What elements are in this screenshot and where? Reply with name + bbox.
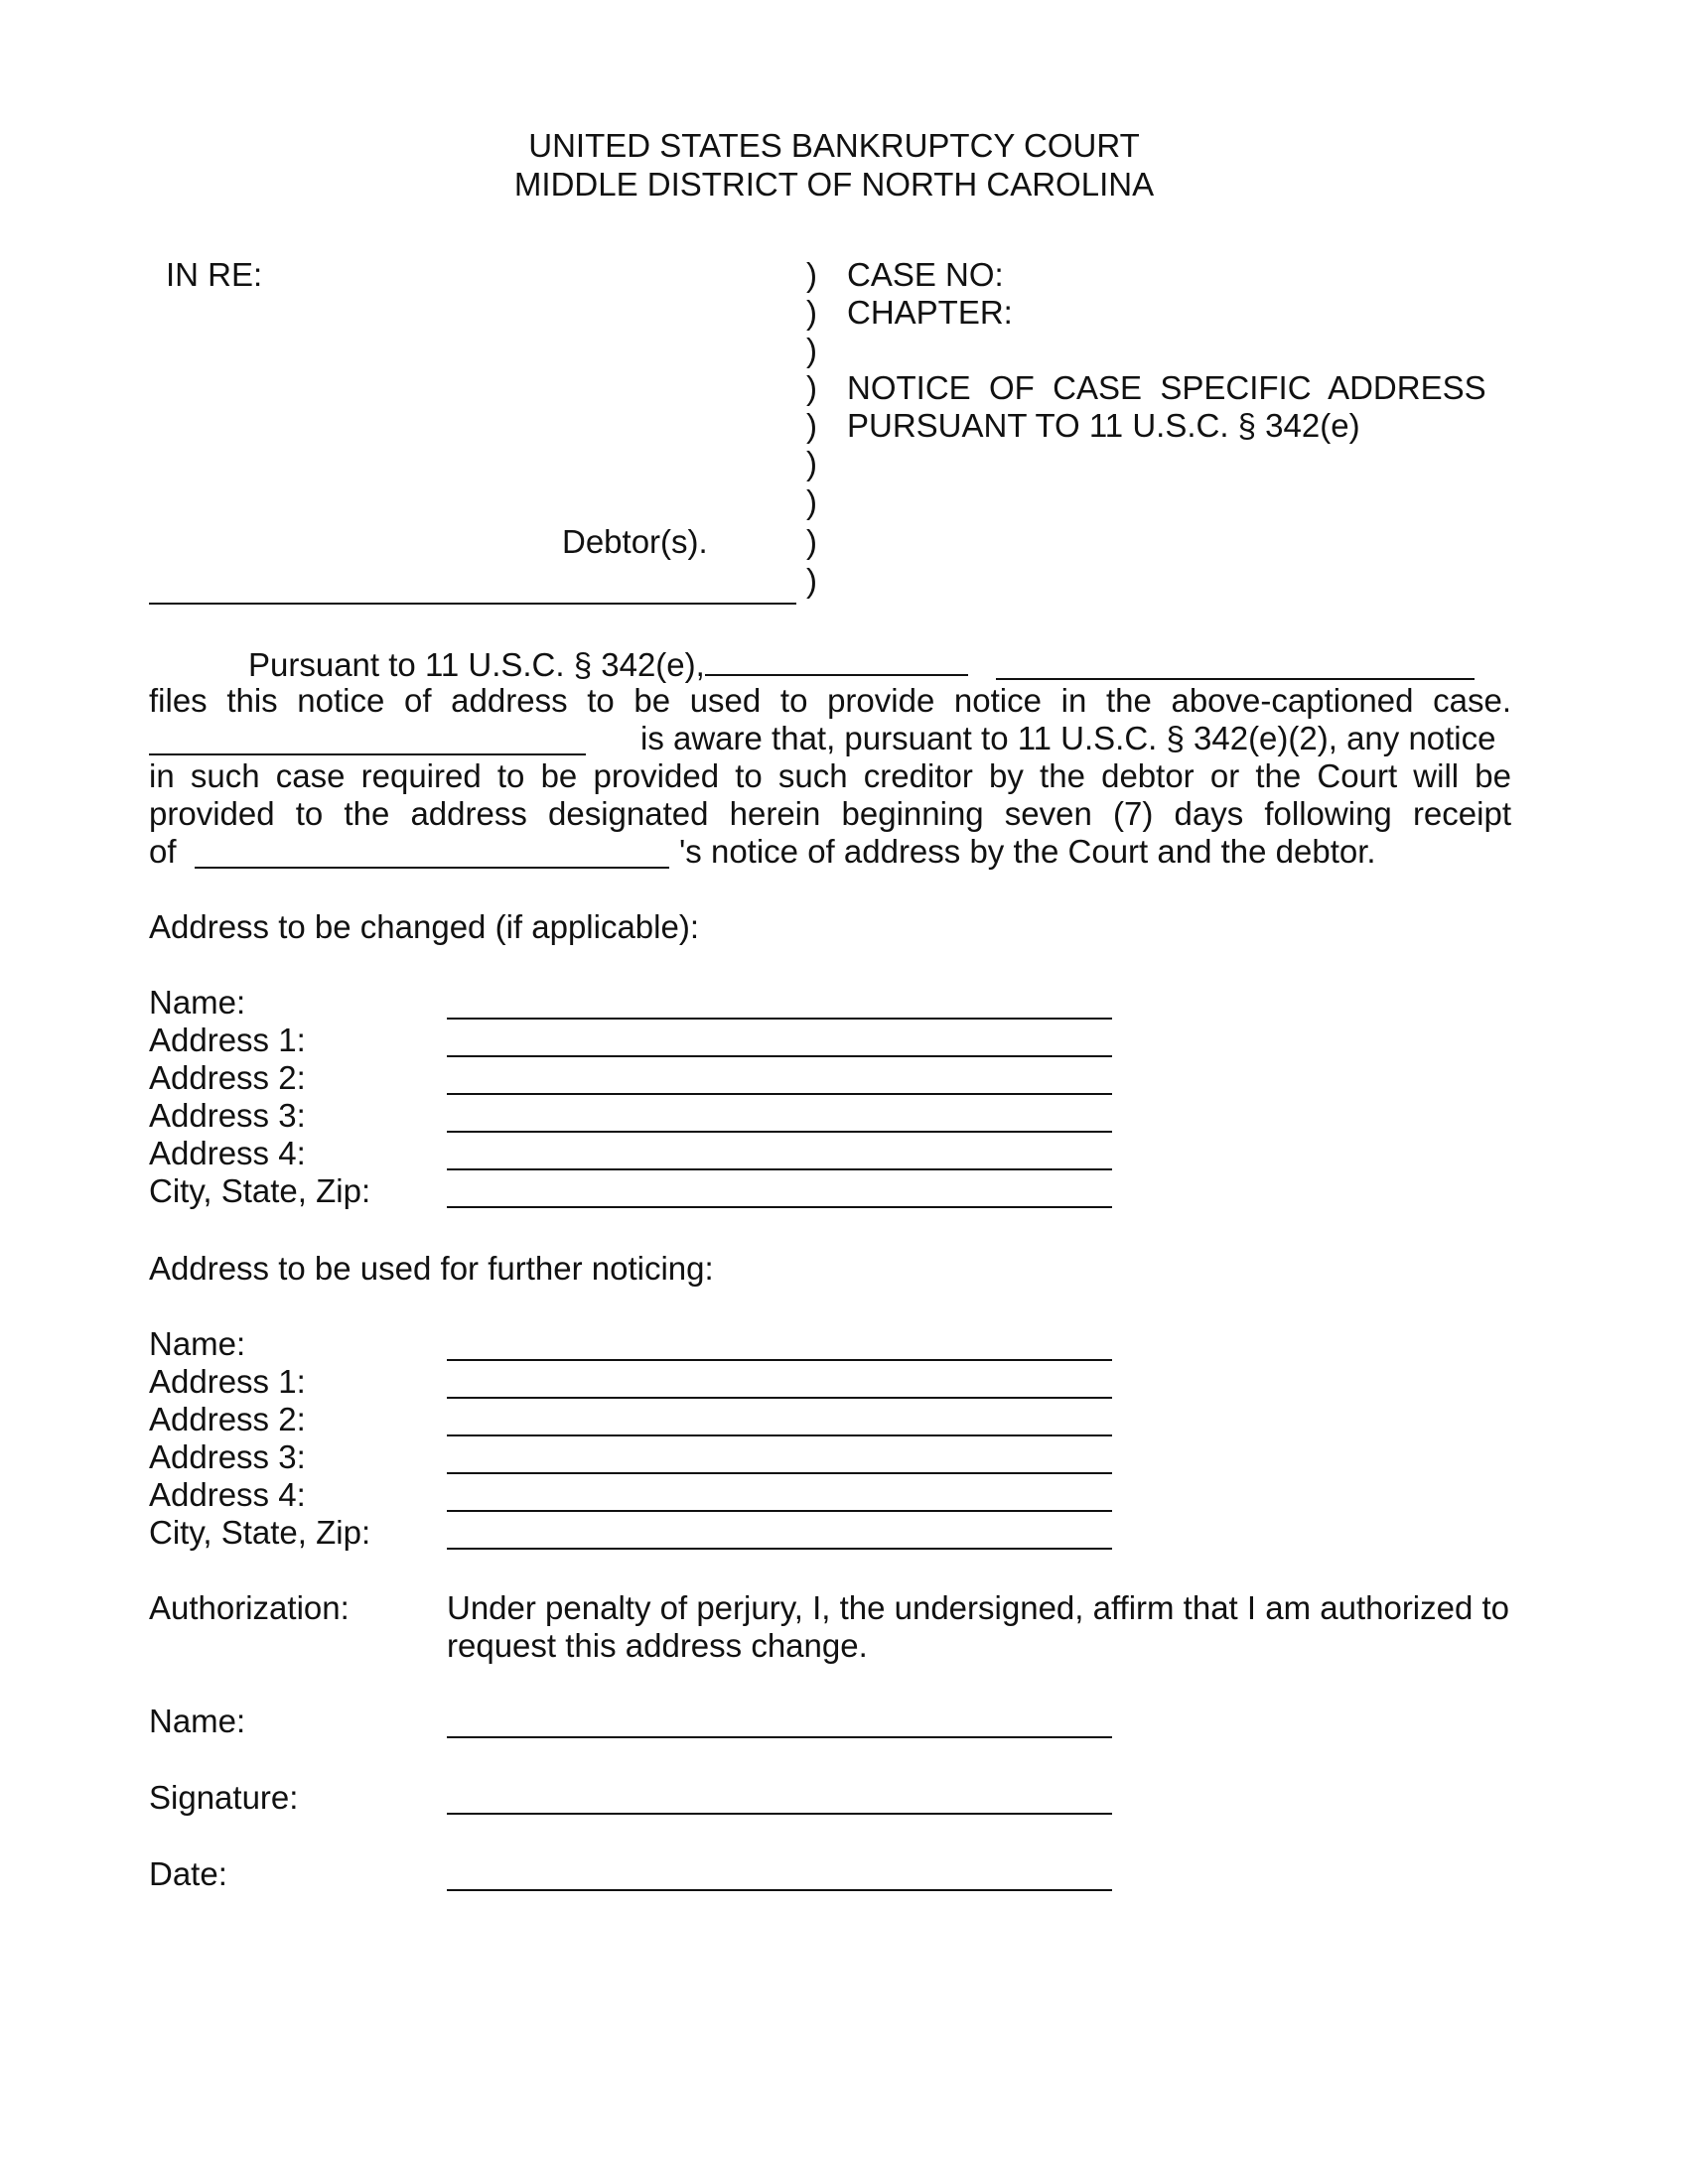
- date-label: Date:: [149, 1855, 227, 1892]
- signer-name-label: Name:: [149, 1703, 246, 1739]
- further-address1-label: Address 1:: [149, 1363, 306, 1400]
- signature-label: Signature:: [149, 1779, 299, 1816]
- signature-field[interactable]: [447, 1813, 1112, 1815]
- caption-paren: ): [806, 483, 817, 520]
- changed-address1-label: Address 1:: [149, 1022, 306, 1058]
- further-address3-label: Address 3:: [149, 1438, 306, 1475]
- caption-paren: ): [806, 445, 817, 481]
- caption-underline: [149, 603, 796, 605]
- debtors-label: Debtor(s).: [562, 523, 708, 560]
- creditor-name-blank-2[interactable]: [195, 867, 669, 869]
- body-line-6-start: of: [149, 833, 177, 870]
- further-city-state-zip-field[interactable]: [447, 1548, 1112, 1550]
- date-field[interactable]: [447, 1889, 1112, 1891]
- further-address2-label: Address 2:: [149, 1401, 306, 1437]
- body-line-1: [248, 644, 968, 684]
- body-line-4: in such case required to be provided to such creditor by the debtor or the Court will be: [149, 757, 1511, 794]
- further-name-label: Name:: [149, 1325, 246, 1362]
- changed-address4-field[interactable]: [447, 1168, 1112, 1170]
- body-statute-intro: Pursuant to 11 U.S.C. § 342(e),: [248, 646, 705, 683]
- changed-address1-field[interactable]: [447, 1055, 1112, 1057]
- creditor-name-blank[interactable]: [149, 753, 586, 755]
- further-city-state-zip-label: City, State, Zip:: [149, 1514, 371, 1551]
- changed-name-field[interactable]: [447, 1018, 1112, 1020]
- changed-address2-field[interactable]: [447, 1093, 1112, 1095]
- changed-city-state-zip-field[interactable]: [447, 1206, 1112, 1208]
- caption-paren: ): [806, 294, 817, 331]
- body-line-5: provided to the address designated herein beginning seven (7) days following receipt: [149, 795, 1511, 832]
- in-re-label: IN RE:: [166, 256, 263, 293]
- notice-title-line1: NOTICE OF CASE SPECIFIC ADDRESS: [847, 369, 1486, 406]
- further-address4-field[interactable]: [447, 1510, 1112, 1512]
- changed-address2-label: Address 2:: [149, 1059, 306, 1096]
- caption-paren: ): [806, 332, 817, 368]
- changed-address4-label: Address 4:: [149, 1135, 306, 1171]
- authorization-text-line2: request this address change.: [447, 1627, 868, 1664]
- filer-name-blank-2[interactable]: [996, 678, 1475, 680]
- filer-name-blank[interactable]: [705, 644, 968, 676]
- notice-title-line2: PURSUANT TO 11 U.S.C. § 342(e): [847, 407, 1360, 444]
- changed-city-state-zip-label: City, State, Zip:: [149, 1172, 371, 1209]
- body-line-3: is aware that, pursuant to 11 U.S.C. § 342(e)(2), any notice: [640, 720, 1496, 756]
- further-address3-field[interactable]: [447, 1472, 1112, 1474]
- further-address-heading: Address to be used for further noticing:: [149, 1250, 714, 1287]
- signer-name-field[interactable]: [447, 1736, 1112, 1738]
- further-address2-field[interactable]: [447, 1434, 1112, 1436]
- body-line-6-end: 's notice of address by the Court and the debtor.: [679, 833, 1376, 870]
- further-address4-label: Address 4:: [149, 1476, 306, 1513]
- court-name: UNITED STATES BANKRUPTCY COURT: [528, 127, 1140, 164]
- chapter-label: CHAPTER:: [847, 294, 1013, 331]
- authorization-text-line1: Under penalty of perjury, I, the undersigned, affirm that I am authorized to: [447, 1589, 1510, 1626]
- further-address1-field[interactable]: [447, 1397, 1112, 1399]
- changed-address3-label: Address 3:: [149, 1097, 306, 1134]
- changed-address3-field[interactable]: [447, 1131, 1112, 1133]
- caption-paren: ): [806, 369, 817, 406]
- changed-address-heading: Address to be changed (if applicable):: [149, 908, 700, 945]
- body-line-2: files this notice of address to be used to provide notice in the above-captioned case.: [149, 682, 1511, 719]
- caption-paren: ): [806, 407, 817, 444]
- changed-name-label: Name:: [149, 984, 246, 1021]
- case-no-label: CASE NO:: [847, 256, 1004, 293]
- caption-paren: ): [806, 523, 817, 560]
- authorization-label: Authorization:: [149, 1589, 350, 1626]
- caption-paren: ): [806, 256, 817, 293]
- further-name-field[interactable]: [447, 1359, 1112, 1361]
- court-district: MIDDLE DISTRICT OF NORTH CAROLINA: [513, 166, 1155, 203]
- caption-paren: ): [806, 562, 817, 599]
